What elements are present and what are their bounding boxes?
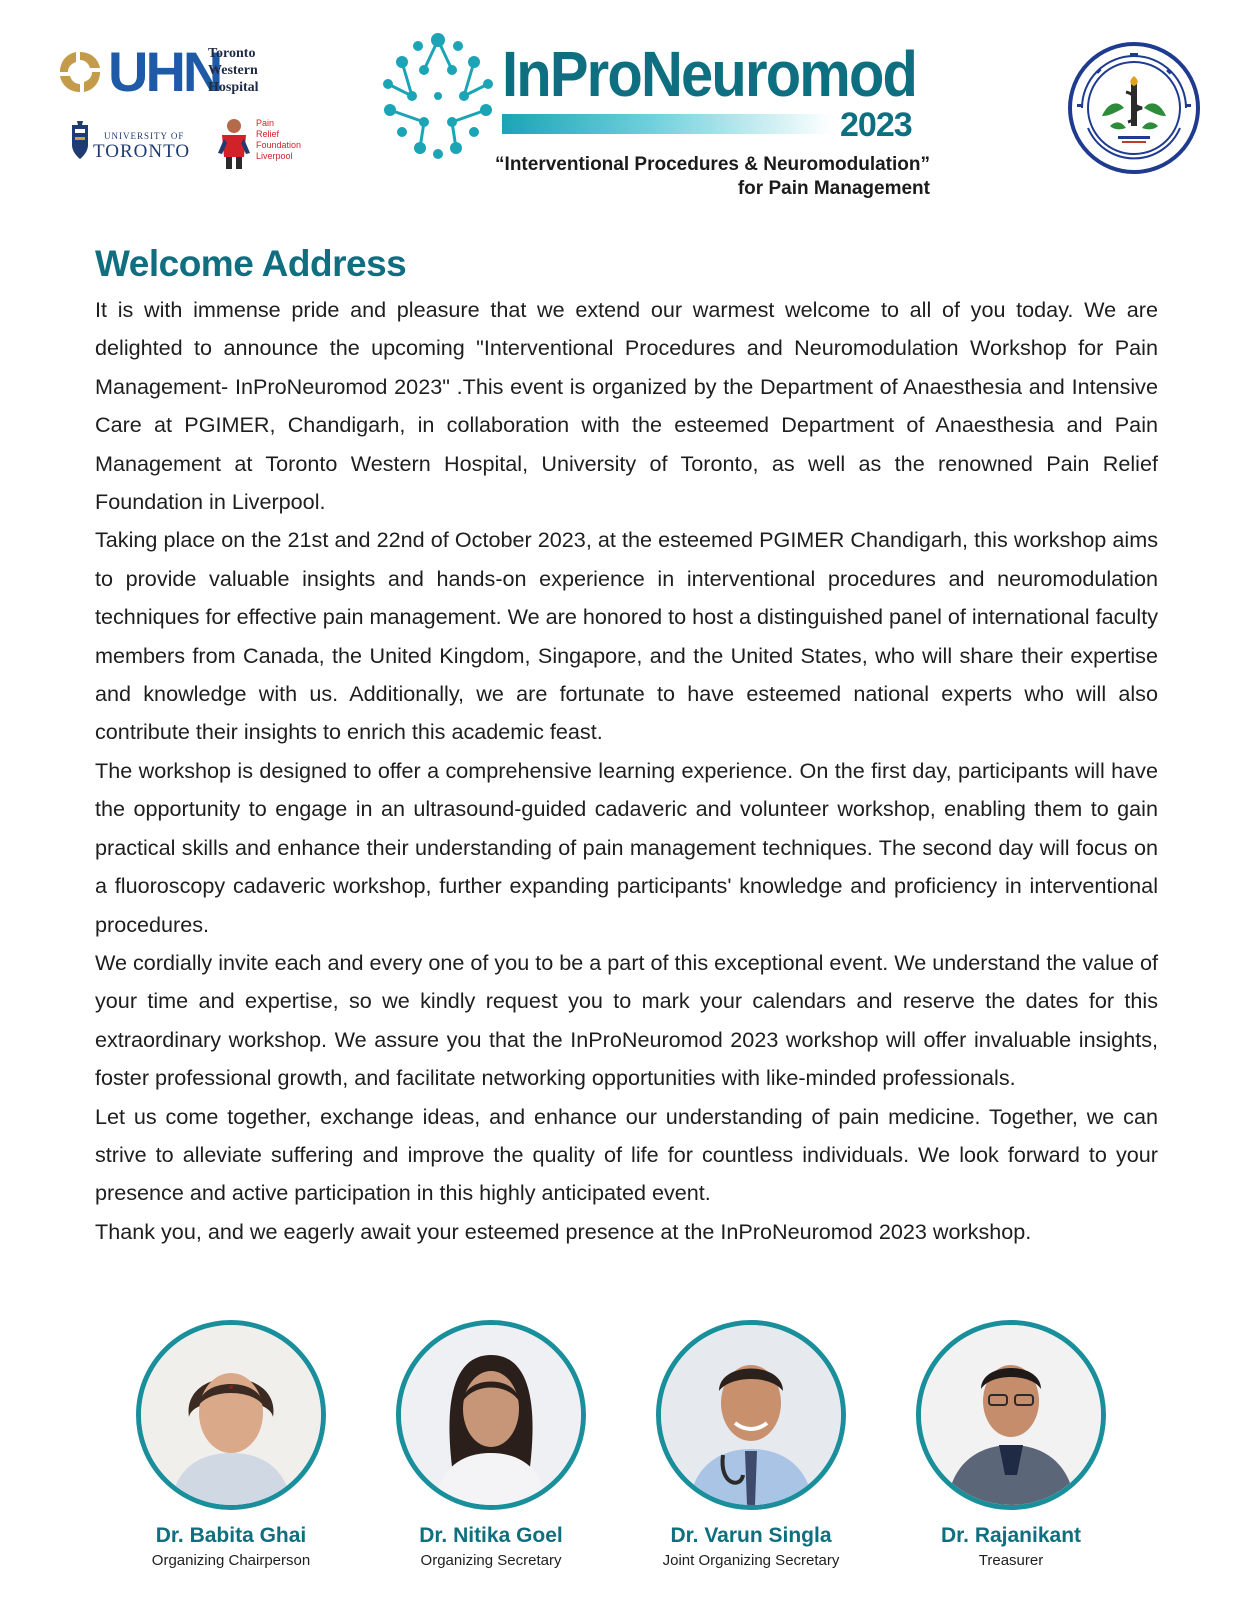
member-card bbox=[621, 1320, 881, 1570]
welcome-paragraph: We cordially invite each and every one of you to be a part of this exceptional event. We understand the value of your time and expertise, so we kindly request you to mark your calendars and reserve the dates for this extraordinary workshop. We assure you that the InProNeuromod 2023 workshop will offer invaluable insights, foster professional growth, and facilitate networking opportunities with like-minded professionals. bbox=[95, 949, 1158, 1091]
prf-line: Liverpool bbox=[256, 151, 293, 161]
neuron-network-icon bbox=[380, 32, 496, 160]
welcome-paragraph: Taking place on the 21st and 22nd of October 2023, at the esteemed PGIMER Chandigarh, this workshop aims to provide valuable insights and hands-on experience in interventional procedures and neuromodulation techniques for effective pain management. We are honored to host a distinguished panel of international faculty members from Canada, the United Kingdom, Singapore, and the United States, who will share their expertise and knowledge with us. Additionally, we are fortunate to have esteemed national experts who will also contribute their insights to enrich this academic feast. bbox=[95, 527, 1158, 745]
person-portrait-icon bbox=[661, 1325, 841, 1505]
event-name: InProNeuromod bbox=[502, 38, 917, 110]
organizing-committee bbox=[0, 1320, 1240, 1580]
member-photo bbox=[916, 1320, 1106, 1510]
member-name: Dr. Nitika Goel bbox=[419, 1524, 563, 1547]
prf-line: Foundation bbox=[256, 140, 302, 150]
person-portrait-icon bbox=[141, 1325, 321, 1505]
tagline-line: “Interventional Procedures & Neuromodulation” bbox=[495, 154, 930, 175]
member-card bbox=[361, 1320, 621, 1570]
event-title-block bbox=[502, 38, 924, 144]
prf-line: Pain bbox=[256, 118, 275, 128]
uhn-sub-line: Hospital bbox=[208, 80, 259, 95]
uoft-top-text: UNIVERSITY OF bbox=[104, 131, 185, 141]
prf-name bbox=[256, 118, 310, 162]
person-portrait-icon bbox=[921, 1325, 1101, 1505]
member-role: Organizing Secretary bbox=[420, 1552, 562, 1569]
uhn-sub-line: Western bbox=[208, 63, 258, 78]
member-photo bbox=[396, 1320, 586, 1510]
uoft-name-text: TORONTO bbox=[93, 141, 191, 162]
uhn-hospital-name bbox=[208, 45, 259, 96]
event-title-bar bbox=[502, 114, 832, 134]
member-card bbox=[881, 1320, 1141, 1570]
pgimer-seal-icon bbox=[1066, 40, 1202, 176]
member-name: Dr. Varun Singla bbox=[670, 1524, 832, 1547]
member-role: Joint Organizing Secretary bbox=[662, 1552, 840, 1569]
welcome-paragraph: Let us come together, exchange ideas, and enhance our understanding of pain medicine. Together, we can strive to alleviate suffering and improve the quality of life for countless individuals. We look forward to your presence and active participation in this highly anticipated event. bbox=[95, 1103, 1158, 1206]
member-name: Dr. Rajanikant bbox=[940, 1524, 1082, 1547]
welcome-paragraph: Thank you, and we eagerly await your esteemed presence at the InProNeuromod 2023 workshop. bbox=[95, 1218, 1032, 1244]
welcome-paragraph: It is with immense pride and pleasure that we extend our warmest welcome to all of you today. We are delighted to announce the upcoming "Interventional Procedures and Neuromodulation Workshop for Pain Management- InProNeuromod 2023" .This event is organized by the Department of Anaesthesia and Intensive Care at PGIMER, Chandigarh, in collaboration with the esteemed Department of Anaesthesia and Pain Management at Toronto Western Hospital, University of Toronto, as well as the renowned Pain Relief Foundation in Liverpool. bbox=[95, 297, 1158, 515]
person-portrait-icon bbox=[401, 1325, 581, 1505]
prf-line: Relief bbox=[256, 129, 280, 139]
member-role: Organizing Chairperson bbox=[151, 1552, 311, 1569]
member-photo bbox=[136, 1320, 326, 1510]
welcome-body bbox=[95, 291, 1158, 1251]
pain-relief-foundation-logo bbox=[216, 117, 306, 169]
member-card bbox=[101, 1320, 361, 1570]
uhn-sub-line: Toronto bbox=[208, 46, 256, 61]
uhn-letters: UHN bbox=[108, 40, 221, 103]
prf-figure-icon bbox=[216, 117, 252, 169]
uhn-logo bbox=[56, 40, 266, 103]
event-year: 2023 bbox=[840, 106, 912, 144]
welcome-paragraph: The workshop is designed to offer a comprehensive learning experience. On the first day, participants will have the opportunity to engage in an ultrasound-guided cadaveric and volunteer workshop, enabling them to gain practical skills and enhance their understanding of pain management techniques. The second day will focus on a fluoroscopy cadaveric workshop, further expanding participants' knowledge and proficiency in interventional procedures. bbox=[95, 757, 1158, 937]
member-role: Treasurer bbox=[978, 1552, 1044, 1569]
university-of-toronto-logo bbox=[70, 119, 200, 167]
uhn-swirl-icon bbox=[56, 48, 104, 96]
uoft-crest-icon bbox=[70, 119, 90, 163]
member-photo bbox=[656, 1320, 846, 1510]
event-tagline bbox=[480, 153, 930, 201]
welcome-title: Welcome Address bbox=[95, 243, 407, 284]
member-name: Dr. Babita Ghai bbox=[155, 1524, 307, 1547]
tagline-line: for Pain Management bbox=[737, 178, 930, 199]
